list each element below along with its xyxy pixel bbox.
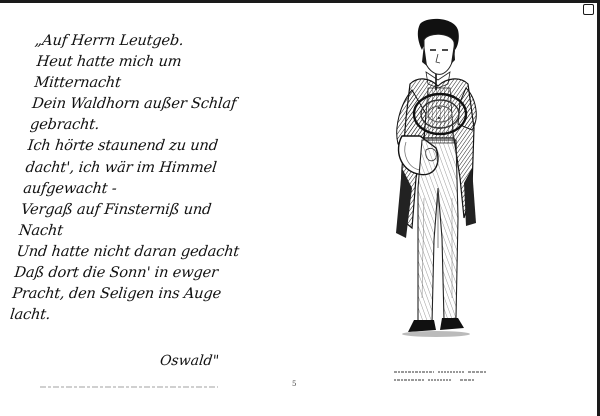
poem-line: Pracht, den Seligen ins Auge <box>11 285 222 303</box>
poem-signature: Oswald" <box>159 353 220 369</box>
poem-line: dacht', ich wär im Himmel <box>24 158 218 176</box>
poem-line: Daß dort die Sonn' in ewger <box>13 264 219 282</box>
poem-line: aufgewacht - <box>22 179 118 197</box>
horn-player-illustration <box>372 18 492 373</box>
illustration-caption <box>389 368 499 384</box>
poem-title: „Auf Herrn Leutgeb. <box>34 32 185 49</box>
poem-line: Vergaß auf Finsterniß und <box>20 200 213 218</box>
page-number: 5 <box>292 380 297 388</box>
page-frame-top <box>0 0 600 3</box>
corner-mark <box>583 4 594 15</box>
poem-line: Und hatte nicht daran gedacht <box>15 242 240 260</box>
poem <box>9 30 290 325</box>
poem-line: Ich hörte staunend zu und <box>26 137 219 155</box>
poem-line: Mitternacht <box>33 74 122 92</box>
footnote-smudge <box>40 382 220 390</box>
poem-line: Nacht <box>18 221 64 239</box>
poem-line: Dein Waldhorn außer Schlaf <box>31 95 238 113</box>
poem-line: Heut hatte mich um <box>35 53 183 71</box>
poem-line: lacht. <box>9 306 52 324</box>
poem-line: gebracht. <box>29 116 101 134</box>
